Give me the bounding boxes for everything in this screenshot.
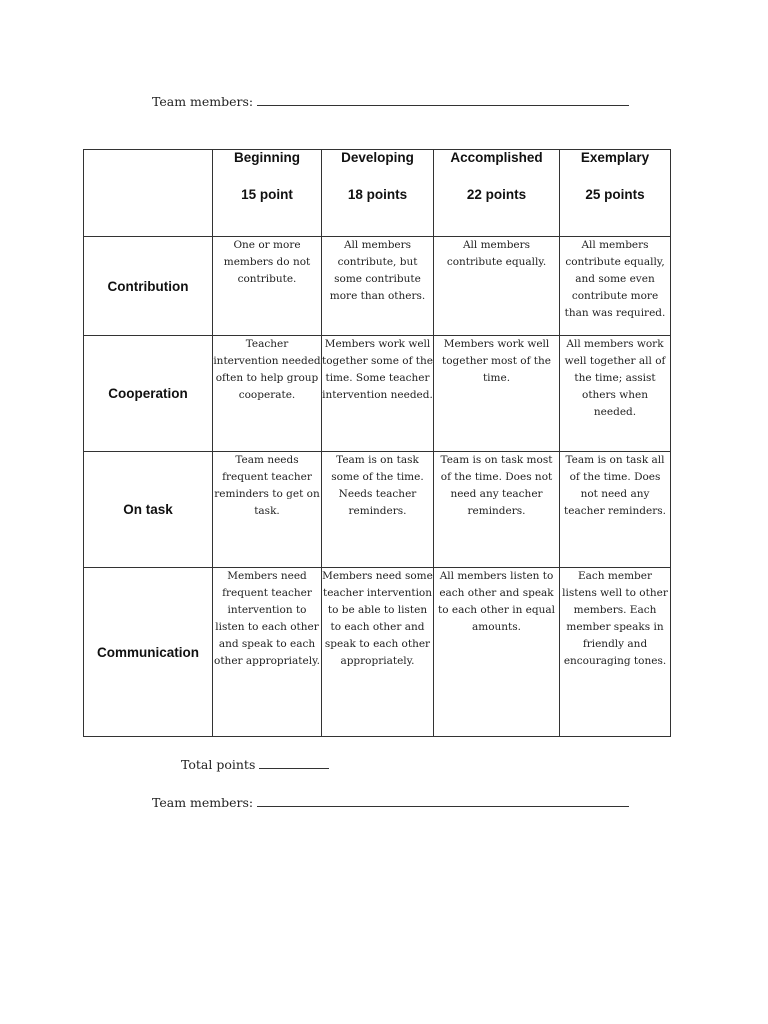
rubric-cell: Members work well together some of the time. Some teacher intervention needed. xyxy=(322,336,434,452)
level-points: 25 points xyxy=(585,187,645,202)
rubric-header-row xyxy=(84,150,671,237)
rubric-row-on-task xyxy=(84,452,671,568)
rubric-cell: Team is on task some of the time. Needs teacher reminders. xyxy=(322,452,434,568)
team-members-line-bottom xyxy=(152,794,629,810)
rubric-cell: Each member listens well to other members. Each member speaks in friendly and encouraging tones. xyxy=(560,568,671,737)
total-points-label: Total points xyxy=(181,757,256,772)
rubric-cell: Team is on task most of the time. Does not need any teacher reminders. xyxy=(434,452,560,568)
level-points: 22 points xyxy=(466,187,527,202)
level-name: Accomplished xyxy=(450,150,543,165)
rubric-cell: Members work well together most of the time. xyxy=(434,336,560,452)
team-members-label: Team members: xyxy=(152,94,254,109)
rubric-cell: Team is on task all of the time. Does not need any teacher reminders. xyxy=(560,452,671,568)
rubric-cell: One or more members do not contribute. xyxy=(213,237,322,336)
level-name: Developing xyxy=(341,150,414,165)
rubric-cell: Team needs frequent teacher reminders to get on task. xyxy=(213,452,322,568)
criterion-label: On task xyxy=(84,452,213,568)
criterion-label: Contribution xyxy=(84,237,213,336)
total-points-line xyxy=(181,756,329,772)
team-members-blank[interactable] xyxy=(257,93,629,106)
level-name: Exemplary xyxy=(580,150,650,165)
rubric-cell: Members need some teacher intervention to be able to listen to each other and speak to each other appropriately. xyxy=(322,568,434,737)
rubric-cell: All members contribute equally. xyxy=(434,237,560,336)
level-header-beginning xyxy=(213,150,322,237)
level-header-exemplary xyxy=(560,150,671,237)
level-points: 18 points xyxy=(347,187,408,202)
rubric-cell: All members contribute, but some contribute more than others. xyxy=(322,237,434,336)
team-members-blank[interactable] xyxy=(257,794,629,807)
level-header-developing xyxy=(322,150,434,237)
level-header-accomplished xyxy=(434,150,560,237)
criterion-label: Communication xyxy=(84,568,213,737)
rubric-table xyxy=(83,149,671,737)
total-points-blank[interactable] xyxy=(259,756,329,769)
team-members-label: Team members: xyxy=(152,795,254,810)
team-members-line-top xyxy=(152,93,629,109)
level-points: 15 point xyxy=(241,187,293,202)
rubric-row-communication xyxy=(84,568,671,737)
rubric-row-cooperation xyxy=(84,336,671,452)
rubric-cell: Members need frequent teacher intervention to listen to each other and speak to each other appropriately. xyxy=(213,568,322,737)
header-corner-cell xyxy=(84,150,213,237)
rubric-cell: All members listen to each other and speak to each other in equal amounts. xyxy=(434,568,560,737)
rubric-cell: All members work well together all of the time; assist others when needed. xyxy=(560,336,671,452)
rubric-cell: All members contribute equally, and some even contribute more than was required. xyxy=(560,237,671,336)
rubric-cell: Teacher intervention needed often to help group cooperate. xyxy=(213,336,322,452)
rubric-row-contribution xyxy=(84,237,671,336)
level-name: Beginning xyxy=(234,150,300,165)
criterion-label: Cooperation xyxy=(84,336,213,452)
